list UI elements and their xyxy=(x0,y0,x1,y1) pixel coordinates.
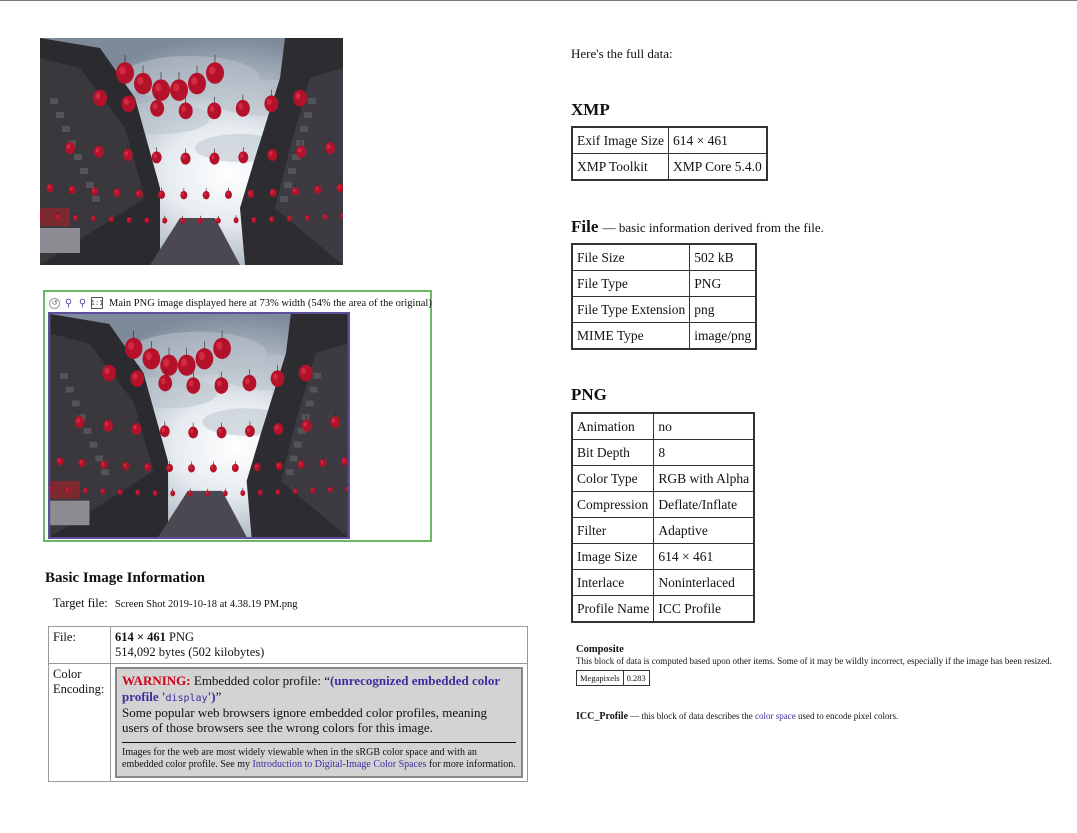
note-start: Images for the web are most widely viewable when in the sRGB color space and with an embedded color profile. See my xyxy=(122,746,477,771)
top-divider xyxy=(0,0,1077,1)
warning-label: WARNING: xyxy=(122,673,191,688)
xmp-heading: XMP xyxy=(571,100,610,119)
row-value: XMP Core 5.4.0 xyxy=(668,154,766,181)
file-heading xyxy=(571,217,824,237)
main-image[interactable] xyxy=(48,312,350,539)
png-heading: PNG xyxy=(571,385,607,404)
table-row xyxy=(572,440,754,466)
png-table xyxy=(571,412,755,623)
profile-link[interactable]: (unrecognized embedded color profile 'display') xyxy=(122,673,500,704)
icc-desc-end: used to encode pixel colors. xyxy=(797,711,899,721)
row-key: Profile Name xyxy=(572,596,654,623)
row-value: 614 × 461 xyxy=(668,127,766,154)
basic-info-table xyxy=(48,626,528,782)
row-key: XMP Toolkit xyxy=(572,154,668,181)
table-row xyxy=(572,323,756,350)
row-key: Image Size xyxy=(572,544,654,570)
table-row xyxy=(572,154,767,181)
row-key: Color Type xyxy=(572,466,654,492)
image-viewer xyxy=(43,290,432,542)
row-value: no xyxy=(654,413,754,440)
zoom-in-icon[interactable]: ⚲ xyxy=(64,297,73,309)
table-row xyxy=(572,596,754,623)
target-file-name: Screen Shot 2019-10-18 at 4.38.19 PM.png xyxy=(114,599,298,610)
row-key: Animation xyxy=(572,413,654,440)
row-value: ICC Profile xyxy=(654,596,754,623)
row-value: Adaptive xyxy=(654,518,754,544)
row-key: Bit Depth xyxy=(572,440,654,466)
row-value: Noninterlaced xyxy=(654,570,754,596)
row-key: File Type xyxy=(572,271,690,297)
table-row xyxy=(572,466,754,492)
file-label: File: xyxy=(49,627,111,664)
row-value: Deflate/Inflate xyxy=(654,492,754,518)
warning-end: ” xyxy=(215,688,222,704)
row-value: 614 × 461 xyxy=(654,544,754,570)
row-key: File Type Extension xyxy=(572,297,690,323)
table-row xyxy=(572,492,754,518)
color-encoding-value xyxy=(111,664,528,782)
basic-info-heading: Basic Image Information xyxy=(45,570,205,586)
row-key: Interlace xyxy=(572,570,654,596)
row-key: Compression xyxy=(572,492,654,518)
zoom-out-icon[interactable]: ⚲ xyxy=(78,297,87,309)
row-value: RGB with Alpha xyxy=(654,466,754,492)
file-value xyxy=(111,627,528,664)
thumbnail-photo[interactable] xyxy=(40,38,343,265)
file-table xyxy=(571,243,757,350)
profile-name: display xyxy=(165,692,208,704)
row-value: PNG xyxy=(690,271,757,297)
table-row xyxy=(577,671,650,686)
icc-heading: ICC_Profile xyxy=(576,711,629,722)
color-space-link[interactable]: color space xyxy=(755,711,796,721)
composite-heading: Composite xyxy=(576,644,624,655)
row-key: Megapixels xyxy=(577,671,624,686)
row-value: png xyxy=(690,297,757,323)
icc-profile-line xyxy=(576,711,898,722)
table-row xyxy=(572,271,756,297)
file-format: PNG xyxy=(169,630,195,644)
table-row xyxy=(49,627,528,664)
xmp-table xyxy=(571,126,768,181)
row-value: 0.283 xyxy=(623,671,649,686)
row-key: MIME Type xyxy=(572,323,690,350)
row-value: 8 xyxy=(654,440,754,466)
row-value: image/png xyxy=(690,323,757,350)
icc-desc-start: — this block of data describes the xyxy=(630,711,753,721)
warning-box xyxy=(115,667,523,778)
target-file-row xyxy=(53,596,297,611)
table-row xyxy=(572,413,754,440)
color-spaces-link[interactable]: Introduction to Digital-Image Color Spaces xyxy=(252,759,427,771)
full-data-label: Here's the full data: xyxy=(571,46,673,61)
lantern-street-photo xyxy=(40,38,343,265)
table-row xyxy=(572,544,754,570)
table-row xyxy=(572,518,754,544)
lantern-street-photo-large xyxy=(50,314,348,537)
composite-desc: This block of data is computed based upon other items. Some of it may be wildly incorrect, especially if the image has been resized. xyxy=(576,656,1052,666)
file-heading-title: File xyxy=(571,217,599,236)
composite-table xyxy=(576,670,650,686)
file-heading-sub: — basic information derived from the file. xyxy=(602,220,824,235)
viewer-caption: Main PNG image displayed here at 73% width (54% the area of the original) xyxy=(109,297,432,309)
actual-size-icon[interactable]: 1:1 xyxy=(90,299,104,307)
table-row xyxy=(572,297,756,323)
row-key: File Size xyxy=(572,244,690,271)
table-row xyxy=(572,570,754,596)
zoom-reset-icon[interactable]: ↺ xyxy=(49,298,60,309)
row-key: Exif Image Size xyxy=(572,127,668,154)
file-dims: 614 × 461 xyxy=(115,630,166,644)
note-end: for more information. xyxy=(428,759,516,771)
file-bytes: 514,092 bytes (502 kilobytes) xyxy=(115,645,265,659)
color-encoding-label: Color Encoding: xyxy=(49,664,111,782)
table-row xyxy=(572,244,756,271)
warning-text: Embedded color profile: “ xyxy=(193,673,330,688)
target-file-label: Target file: xyxy=(53,596,108,610)
table-row xyxy=(49,664,528,782)
srgb-note xyxy=(122,742,516,772)
row-value: 502 kB xyxy=(690,244,757,271)
table-row xyxy=(572,127,767,154)
warning-body: Some popular web browsers ignore embedded color profiles, meaning users of those browsers see the wrong colors for this image. xyxy=(122,704,487,736)
row-key: Filter xyxy=(572,518,654,544)
viewer-toolbar xyxy=(49,296,432,310)
